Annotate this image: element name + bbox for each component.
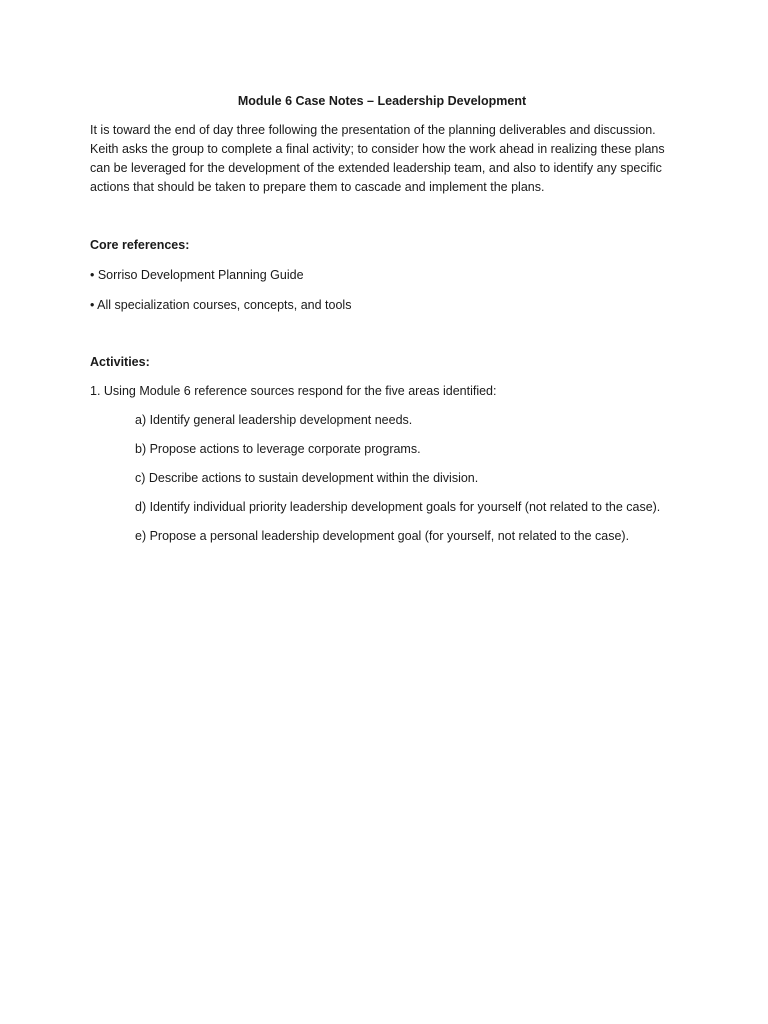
intro-line: can be leveraged for the development of the extended leadership team, and also to identify any specific	[90, 161, 662, 175]
activity-subitem-b: b) Propose actions to leverage corporate programs.	[135, 442, 421, 456]
core-references-heading: Core references:	[90, 238, 190, 252]
activity-subitem-a: a) Identify general leadership development needs.	[135, 413, 413, 427]
intro-line: Keith asks the group to complete a final activity; to consider how the work ahead in realizing these plans	[90, 142, 665, 156]
activity-subitem-e: e) Propose a personal leadership development goal (for yourself, not related to the case).	[135, 529, 630, 543]
core-reference-item: • Sorriso Development Planning Guide	[90, 268, 304, 282]
document-page	[90, 92, 690, 546]
activities-heading: Activities:	[90, 355, 150, 369]
document-title: Module 6 Case Notes – Leadership Development	[237, 94, 527, 108]
intro-paragraph	[90, 121, 690, 197]
core-reference-item: • All specialization courses, concepts, and tools	[90, 298, 352, 312]
activity-item-1: 1. Using Module 6 reference sources respond for the five areas identified:	[90, 384, 497, 398]
intro-line: actions that should be taken to prepare them to cascade and implement the plans.	[90, 180, 545, 194]
activity-subitem-c: c) Describe actions to sustain development within the division.	[135, 471, 479, 485]
activity-subitem-d: d) Identify individual priority leadership development goals for yourself (not related to the case).	[135, 500, 661, 514]
intro-line: It is toward the end of day three following the presentation of the planning deliverables and discussion.	[90, 123, 656, 137]
